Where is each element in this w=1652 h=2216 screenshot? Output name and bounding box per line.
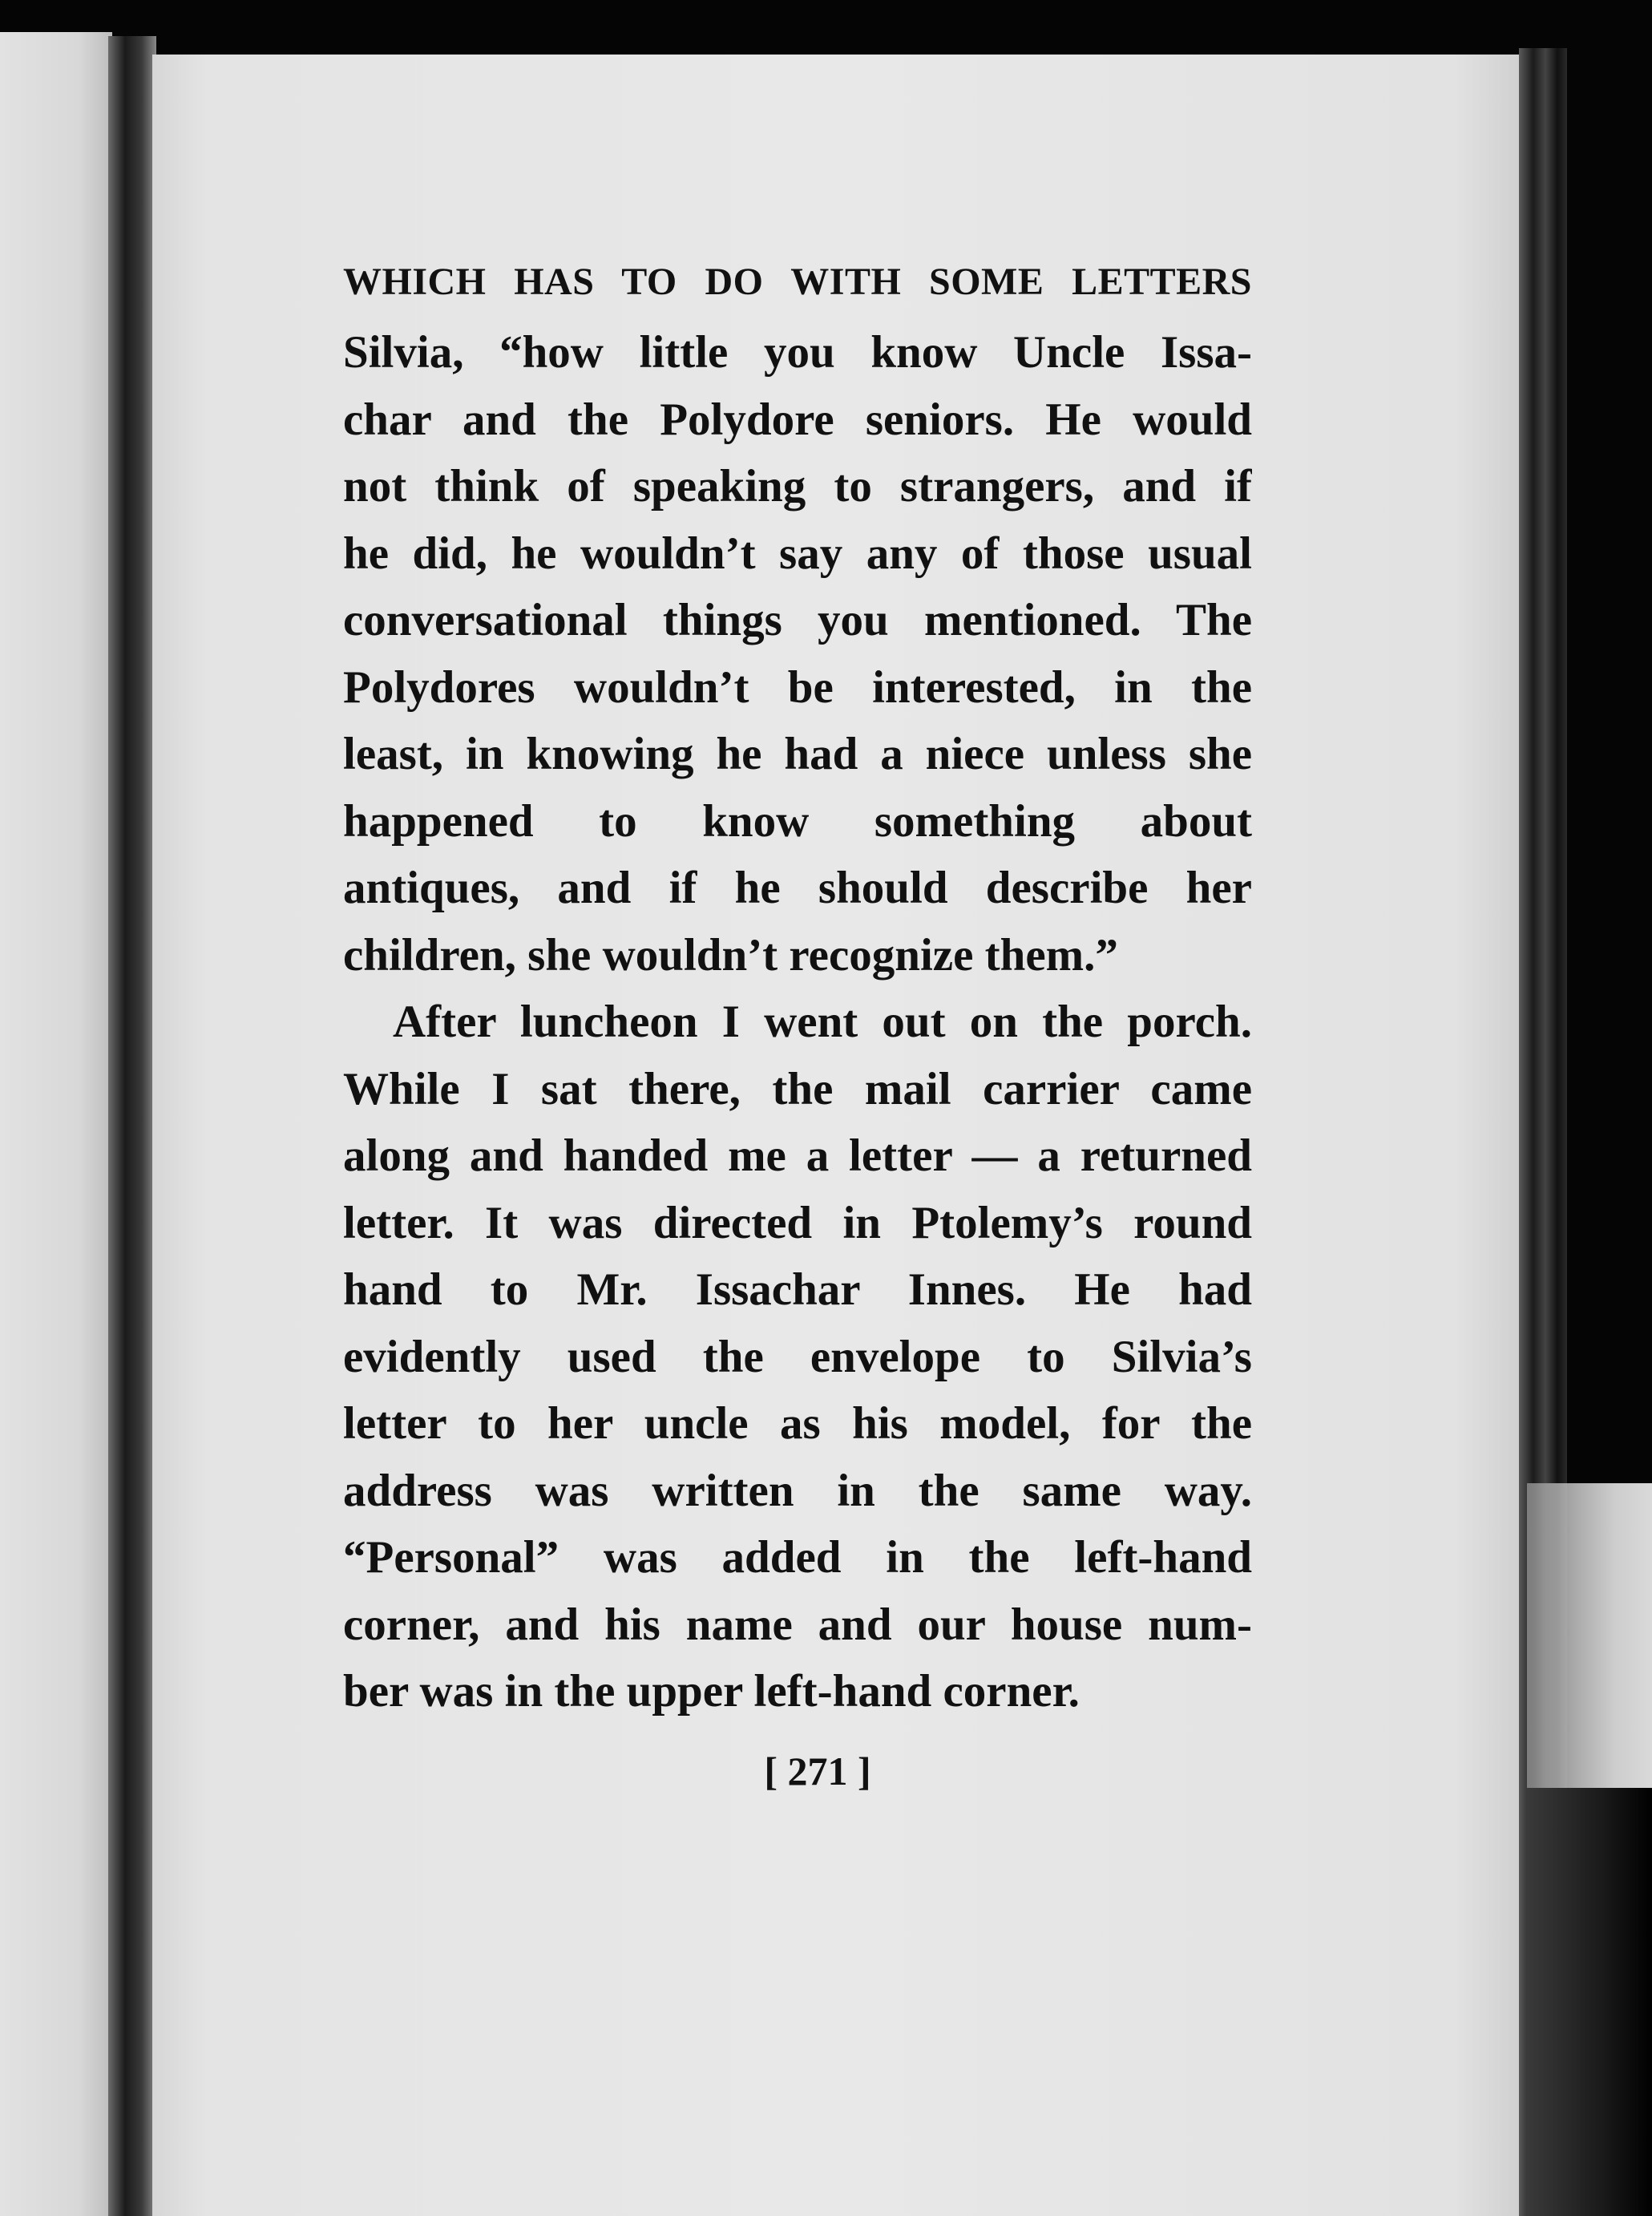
text-line: hand to Mr. Issachar Innes. He had xyxy=(343,1264,1252,1315)
running-head: WHICH HAS TO DO WITH SOME LETTERS xyxy=(343,261,1252,303)
text-block xyxy=(343,258,1252,1799)
text-line: he did, he wouldn’t say any of those usual xyxy=(343,528,1252,579)
text-line: letter to her uncle as his model, for the xyxy=(343,1398,1252,1449)
scan-glare xyxy=(1527,1483,1652,1788)
text-line: corner, and his name and our house num- xyxy=(343,1599,1252,1650)
text-line: While I sat there, the mail carrier came xyxy=(343,1063,1252,1114)
text-line: char and the Polydore seniors. He would xyxy=(343,394,1252,445)
text-line: happened to know something about xyxy=(343,795,1252,847)
text-line: letter. It was directed in Ptolemy’s round xyxy=(343,1197,1252,1248)
scan-dark-corner xyxy=(1527,1788,1652,2216)
text-line: conversational things you mentioned. The xyxy=(343,595,1252,645)
paragraph xyxy=(343,989,1252,1725)
text-line: Polydores wouldn’t be interested, in the xyxy=(343,661,1252,713)
text-line: not think of speaking to strangers, and if xyxy=(343,461,1252,512)
text-line: along and handed me a letter — a returned xyxy=(343,1130,1252,1181)
left-page-edge xyxy=(0,32,112,2216)
text-line: children, she wouldn’t recognize them.” xyxy=(343,929,1118,981)
text-line: “Personal” was added in the left-hand xyxy=(343,1532,1252,1583)
text-line: Silvia, “how little you know Uncle Issa- xyxy=(343,327,1252,378)
text-line: least, in knowing he had a niece unless she xyxy=(343,729,1252,779)
text-line: ber was in the upper left-hand corner. xyxy=(343,1666,1080,1717)
text-line: antiques, and if he should describe her xyxy=(343,863,1252,913)
text-line: After luncheon I went out on the porch. xyxy=(393,997,1252,1047)
page-number: [ 271 ] xyxy=(764,1748,871,1793)
binding-gutter xyxy=(108,36,156,2216)
text-line: evidently used the envelope to Silvia’s xyxy=(343,1331,1252,1382)
paragraph xyxy=(343,319,1252,989)
text-line: address was written in the same way. xyxy=(343,1465,1252,1516)
